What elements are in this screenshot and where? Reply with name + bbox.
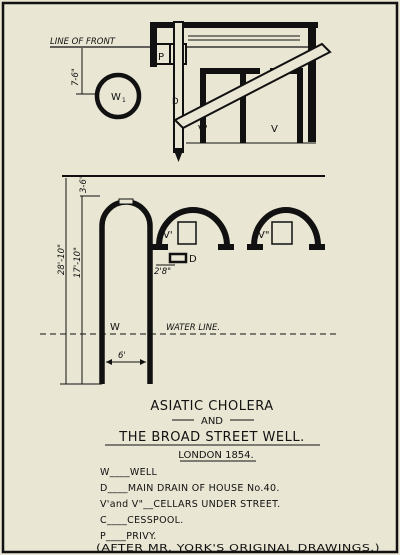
caption-subtitle: LONDON 1854. [178, 450, 254, 461]
section-water-line-label: WATER LINE. [166, 323, 221, 333]
section-cellar2-label: V" [258, 230, 270, 241]
plan-privy-label: P [158, 52, 165, 63]
legend-dashes: ____ [107, 483, 128, 494]
section-view [40, 175, 340, 384]
caption-and: AND [200, 416, 224, 427]
legend-item-well [100, 467, 157, 478]
legend-key: D [100, 483, 108, 494]
section-dim-2-8-label: 2'8" [154, 267, 172, 277]
legend-dashes: __ [143, 499, 154, 510]
section-cellar2-base-left [247, 244, 263, 250]
plan-drain-arrow [173, 148, 184, 162]
plan-cellar-top [200, 68, 260, 74]
plan-drain-label: D [172, 97, 179, 107]
plan-drain-vertical [174, 22, 183, 152]
section-drain-label: D [189, 254, 197, 265]
legend-key: P [100, 531, 107, 542]
legend [100, 467, 280, 542]
section-dim-17-10-label: 17'-10" [73, 247, 83, 278]
section-cellar2-box [272, 222, 292, 244]
plan-cellar2-label: V [271, 124, 278, 135]
section-dim-6-label: 6' [118, 351, 126, 361]
legend-text: WELL [129, 467, 158, 478]
section-well-shaft [102, 202, 150, 384]
plan-line-of-front-label: LINE OF FRONT [50, 37, 115, 47]
section-dim-3-6-label: 3-6" [79, 175, 89, 193]
legend-item-cellars [100, 499, 280, 510]
section-cellar2-base-right [309, 244, 325, 250]
legend-text: CELLARS UNDER STREET. [153, 499, 281, 510]
plan-well-label: W [111, 92, 121, 103]
section-dim-6-arrow-left [106, 359, 112, 365]
plan-diagonal-drain [175, 44, 330, 128]
section-cellar1-base-right [218, 244, 234, 250]
legend-dashes: ____ [109, 467, 130, 478]
section-cellar1-box [178, 222, 196, 244]
plan-cellar1-label: V' [198, 124, 208, 135]
section-drain-pipe [170, 254, 186, 262]
legend-key: V'and V" [100, 499, 144, 510]
caption-title1: ASIATIC CHOLERA [150, 399, 274, 414]
legend-dashes: ____ [106, 515, 128, 526]
section-dim-28-10-label: 28'-10" [57, 244, 67, 275]
legend-text: CESSPOOL. [127, 515, 184, 526]
plan-view [50, 22, 330, 162]
plan-well-sub: 1 [122, 97, 126, 104]
section-dim-6-arrow-right [140, 359, 146, 365]
caption-source: (AFTER MR. YORK'S ORIGINAL DRAWINGS.) [96, 543, 380, 554]
plan-cellar-wall-c [297, 68, 303, 143]
legend-item-privy [100, 531, 157, 542]
section-cellar1-base-left [152, 244, 168, 250]
legend-key: C [100, 515, 107, 526]
section-cellar1-label: V' [163, 230, 173, 241]
caption-title2: THE BROAD STREET WELL. [119, 430, 305, 445]
plan-cellar-wall-b [240, 68, 246, 143]
legend-dashes: ____ [106, 531, 127, 542]
plan-dim-7-6-label: 7-6" [71, 68, 81, 86]
legend-item-drain [100, 483, 280, 494]
legend-key: W [100, 467, 110, 478]
legend-text: MAIN DRAIN OF HOUSE No.40. [127, 483, 280, 494]
legend-item-cesspool [100, 515, 184, 526]
section-well-label: W [110, 322, 120, 333]
legend-text: PRIVY. [126, 531, 157, 542]
plan-right-wall-outer [308, 22, 316, 142]
section-well-cap [119, 199, 133, 204]
caption [96, 399, 380, 554]
